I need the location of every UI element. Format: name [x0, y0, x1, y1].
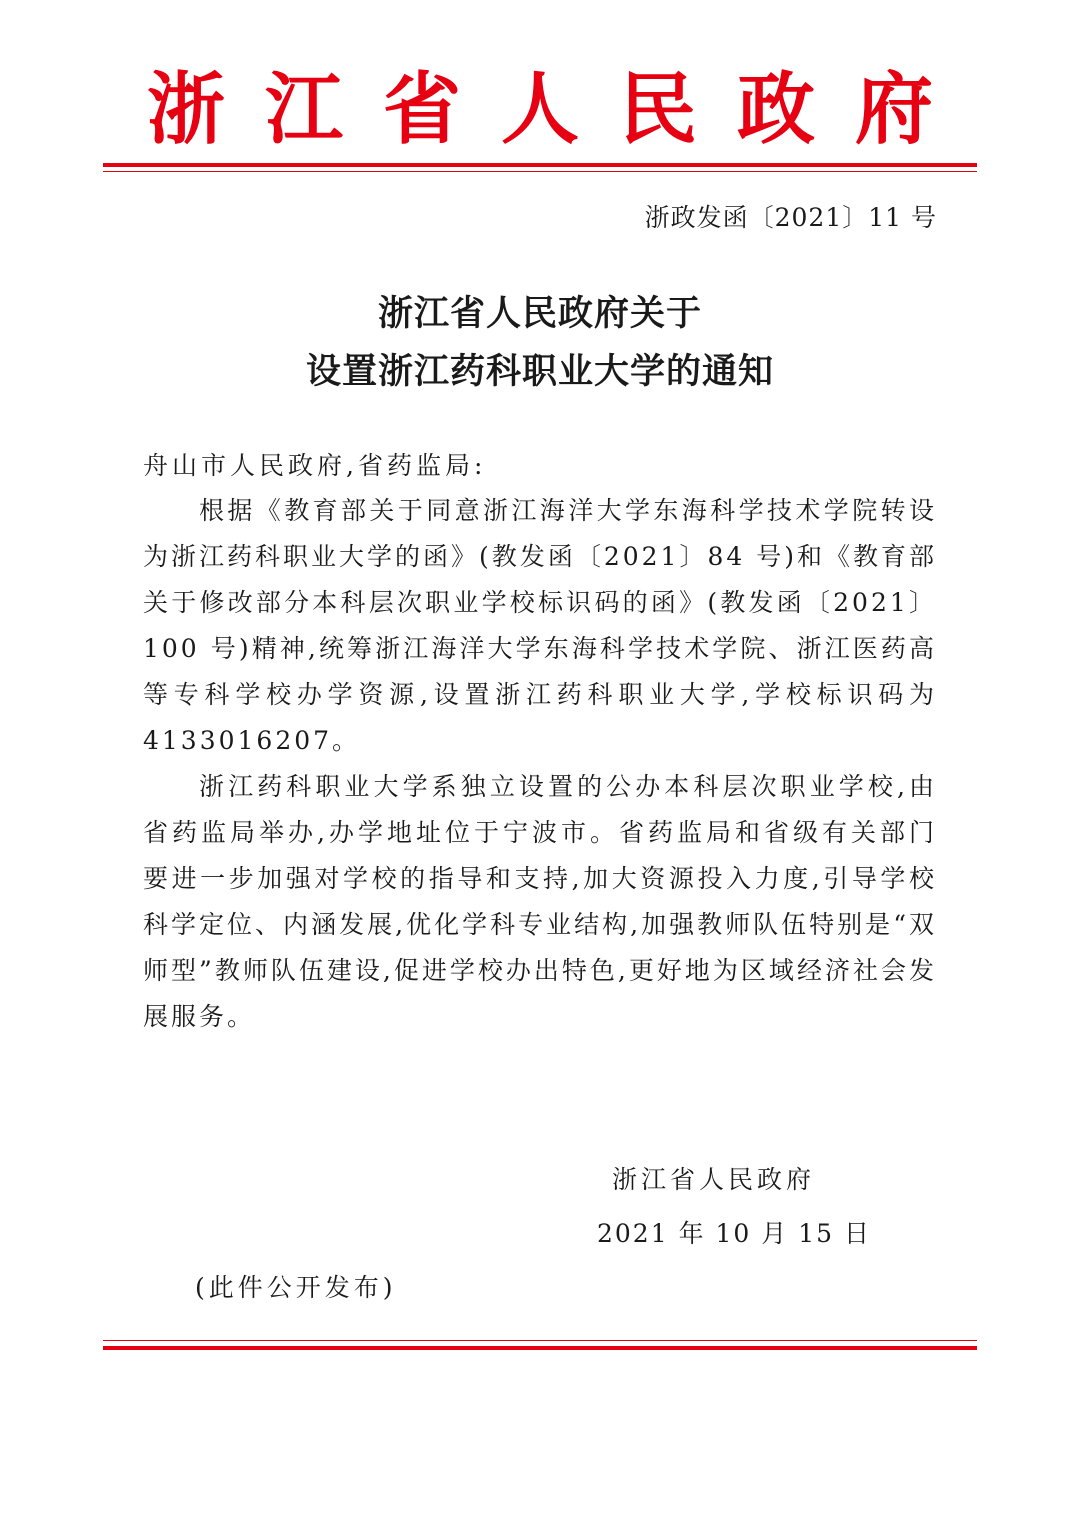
- masthead-title: 浙江省人民政府: [146, 65, 973, 155]
- document-number: 浙政发函〔2021〕11 号: [644, 203, 937, 232]
- public-release-note: (此件公开发布): [195, 1273, 397, 1302]
- document-title-line-2: 设置浙江药科职业大学的通知: [305, 351, 774, 392]
- masthead-divider-thin: [103, 171, 977, 172]
- signature-organization: 浙江省人民政府: [612, 1165, 816, 1194]
- footer-divider-thick: [103, 1346, 977, 1350]
- signature-date: 2021 年 10 月 15 日: [597, 1219, 871, 1248]
- document-title: [0, 285, 1080, 401]
- body-paragraph-2: 浙江药科职业大学系独立设置的公办本科层次职业学校,由省药监局举办,办学地址位于宁波市。省药监局和省级有关部门要进一步加强对学校的指导和支持,加大资源投入力度,引导学校科学定位、内涵发展,优化学科专业结构,加强教师队伍特别是“双师型”教师队伍建设,促进学校办出特色,更好地为区域经济社会发展服务。: [143, 772, 937, 1031]
- document-title-line-1: 浙江省人民政府关于: [377, 293, 702, 334]
- masthead-divider-thick: [103, 163, 977, 167]
- footer-divider-thin: [103, 1340, 977, 1341]
- document-body: [143, 488, 937, 1040]
- addressee: 舟山市人民政府,省药监局:: [143, 451, 487, 480]
- body-paragraph-1: 根据《教育部关于同意浙江海洋大学东海科学技术学院转设为浙江药科职业大学的函》(教发函〔2021〕84 号)和《教育部关于修改部分本科层次职业学校标识码的函》(教发函〔2021〕100 号)精神,统筹浙江海洋大学东海科学技术学院、浙江医药高等专科学校办学资源,设置浙江药科职业大学,学校标识码为4133016207。: [143, 496, 937, 755]
